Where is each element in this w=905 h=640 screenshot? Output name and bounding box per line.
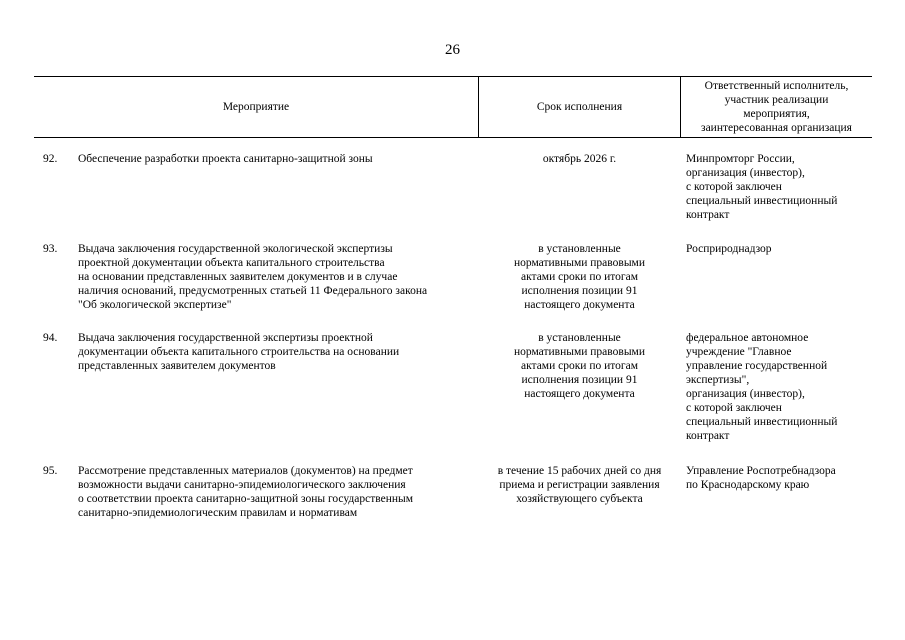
row-number: 95. bbox=[43, 465, 58, 477]
row-action: Выдача заключения государственной экспертизы проектной документации объекта капитального строительства на основании представленных заявителем документов bbox=[78, 332, 400, 372]
row-responsible: Минпромторг России, организация (инвестор), с которой заключен специальный инвестиционный контракт bbox=[686, 153, 838, 221]
row-number: 94. bbox=[43, 332, 58, 344]
row-number: 92. bbox=[43, 153, 58, 165]
row-term: в течение 15 рабочих дней со дня приема и регистрации заявления хозяйствующего субъекта bbox=[497, 465, 662, 505]
header-term-label: Срок исполнения bbox=[536, 100, 623, 113]
row-responsible: Росприроднадзор bbox=[686, 243, 772, 255]
row-action: Выдача заключения государственной экологической экспертизы проектной документации объекта капитального строительства на основании представленных заявителем документов и в случае наличия оснований, предусмотренных статьей 11 Федерального закона "Об экологической экспертизе" bbox=[78, 243, 428, 311]
header-responsible bbox=[681, 76, 872, 137]
header-action-label: Мероприятие bbox=[222, 100, 290, 113]
row-responsible: Управление Роспотребнадзора по Краснодарскому краю bbox=[686, 465, 836, 491]
row-action: Рассмотрение представленных материалов (документов) на предмет возможности выдачи санитарно-эпидемиологического заключения о соответствии проекта санитарно-защитной зоны государственным санитарно-эпидемиологическим правилам и нормативам bbox=[78, 465, 414, 519]
row-responsible: федеральное автономное учреждение "Главное управление государственной экспертизы", организация (инвестор), с которой заключен специальный инвестиционный контракт bbox=[686, 332, 838, 442]
header-term bbox=[479, 76, 680, 137]
row-term: в установленные нормативными правовыми актами сроки по итогам исполнения позиции 91 настоящего документа bbox=[514, 332, 645, 400]
row-term: октябрь 2026 г. bbox=[542, 153, 617, 165]
header-action bbox=[34, 76, 478, 137]
row-term: в установленные нормативными правовыми актами сроки по итогам исполнения позиции 91 настоящего документа bbox=[514, 243, 645, 311]
row-action: Обеспечение разработки проекта санитарно-защитной зоны bbox=[78, 153, 373, 165]
row-number: 93. bbox=[43, 243, 58, 255]
header-responsible-label: Ответственный исполнитель, участник реализации мероприятия, заинтересованная организация bbox=[701, 79, 852, 134]
page-number: 26 bbox=[445, 42, 460, 58]
table-header-bottom-border bbox=[34, 137, 872, 138]
